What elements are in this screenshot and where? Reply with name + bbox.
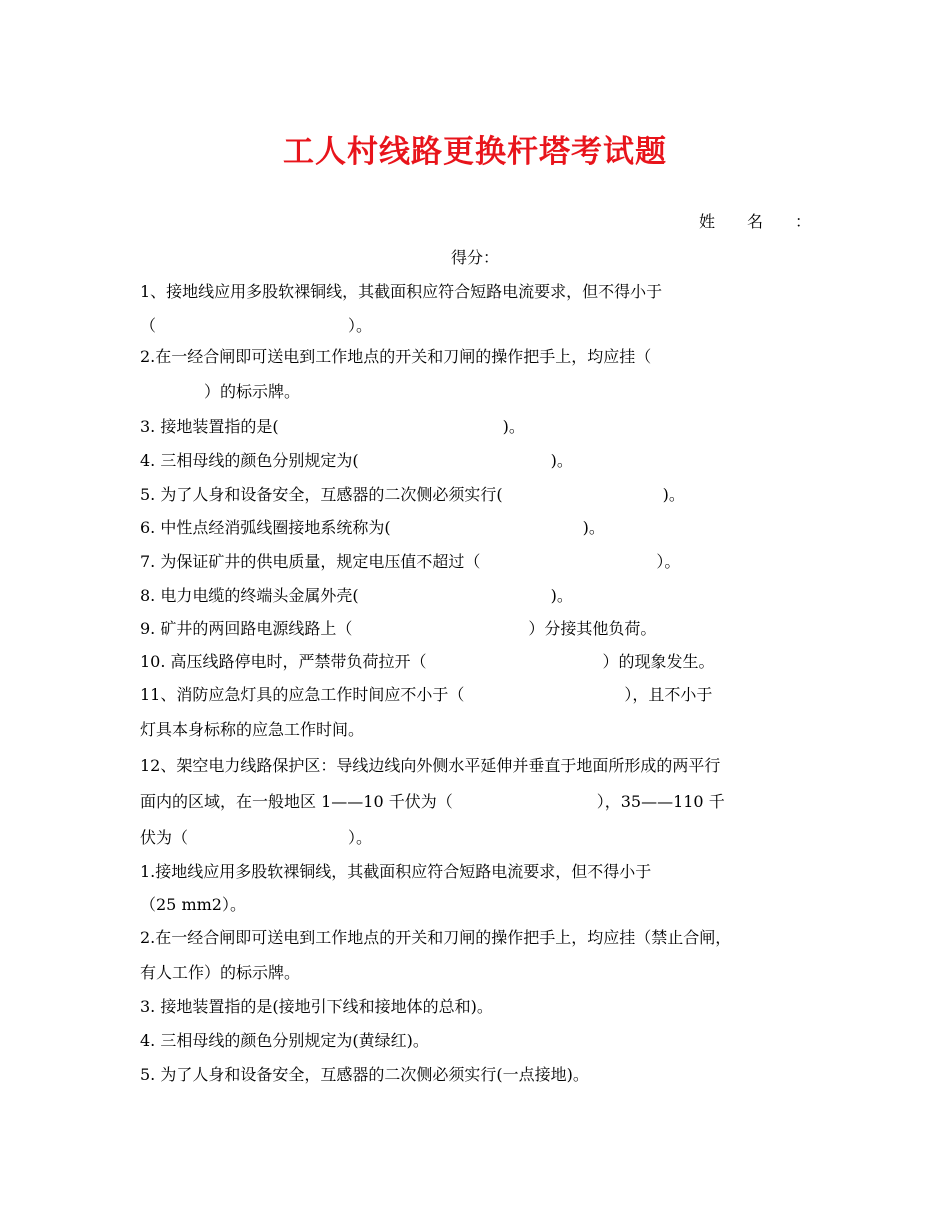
question-line: 伏为（ ）。 xyxy=(140,828,373,847)
question-line: ）的标示牌。 xyxy=(140,382,301,401)
question-line: 9. 矿井的两回路电源线路上（ ）分接其他负荷。 xyxy=(140,619,657,638)
page-title: 工人村线路更换杆塔考试题 xyxy=(283,134,667,170)
question-line: 10. 高压线路停电时，严禁带负荷拉开（ ）的现象发生。 xyxy=(140,652,715,671)
score-field-label: 得分： xyxy=(450,248,499,267)
question-line: 6. 中性点经消弧线圈接地系统称为( )。 xyxy=(140,518,605,537)
question-line: 5. 为了人身和设备安全，互感器的二次侧必须实行( )。 xyxy=(140,485,685,504)
answer-line: （25 mm2）。 xyxy=(140,895,246,914)
answer-line: 有人工作）的标示牌。 xyxy=(140,963,301,982)
question-line: 11、消防应急灯具的应急工作时间应不小于（ ），且不小于 xyxy=(140,685,713,704)
question-line: 3. 接地装置指的是( )。 xyxy=(140,417,525,436)
question-line: 1、接地线应用多股软裸铜线，其截面积应符合短路电流要求，但不得小于 xyxy=(140,282,663,301)
question-line: 2.在一经合闸即可送电到工作地点的开关和刀闸的操作把手上，均应挂（ xyxy=(140,347,652,366)
answer-line: 2.在一经合闸即可送电到工作地点的开关和刀闸的操作把手上，均应挂（禁止合闸， xyxy=(140,928,732,947)
answer-line: 5. 为了人身和设备安全，互感器的二次侧必须实行(一点接地)。 xyxy=(140,1065,589,1084)
answer-line: 3. 接地装置指的是(接地引下线和接地体的总和)。 xyxy=(140,997,493,1016)
answer-line: 4. 三相母线的颜色分别规定为(黄绿红)。 xyxy=(140,1031,429,1050)
answer-line: 1.接地线应用多股软裸铜线，其截面积应符合短路电流要求，但不得小于 xyxy=(140,862,652,881)
question-line: 4. 三相母线的颜色分别规定为( )。 xyxy=(140,451,573,470)
question-line: 8. 电力电缆的终端头金属外壳( )。 xyxy=(140,586,573,605)
question-line: （ ）。 xyxy=(140,316,373,335)
name-field-label: 姓 名 ： xyxy=(699,212,812,231)
question-line: 灯具本身标称的应急工作时间。 xyxy=(140,720,365,739)
question-line: 7. 为保证矿井的供电质量，规定电压值不超过（ ）。 xyxy=(140,552,681,571)
question-line: 面内的区域，在一般地区 1——10 千伏为（ ），35——110 千 xyxy=(140,792,725,811)
question-line: 12、架空电力线路保护区：导线边线向外侧水平延伸并垂直于地面所形成的两平行 xyxy=(140,756,721,775)
